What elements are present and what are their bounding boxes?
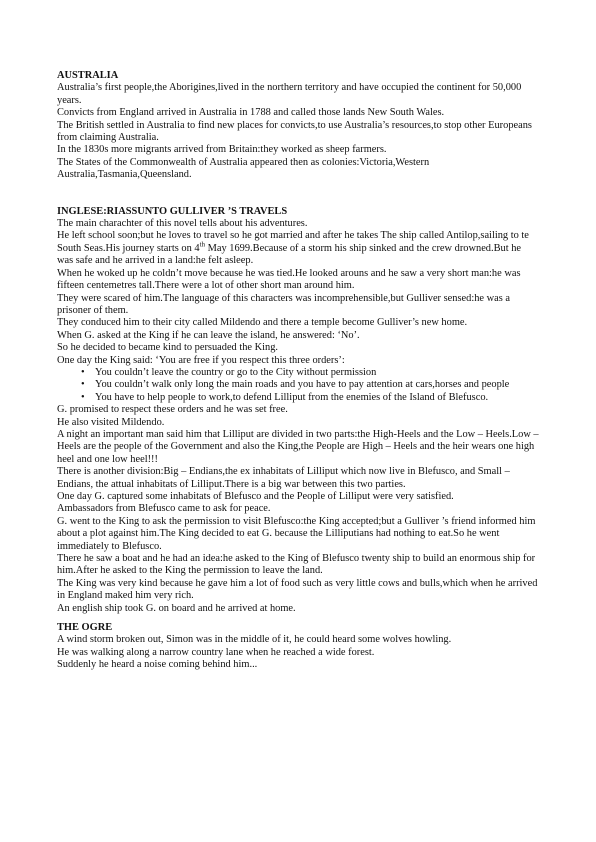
paragraph: The States of the Commonwealth of Australia appeared then as colonies:Victoria,Western Australia,Tasmania,Queensland. bbox=[57, 156, 430, 181]
paragraph: He also visited Mildendo. bbox=[57, 416, 165, 428]
list-item: • You have to help people to work,to defend Lilliput from the enemies of the Island of Blefusco. bbox=[57, 392, 539, 404]
paragraph: When he woked up he coldn’t move because he was tied.He looked arouns and he saw a very short man:he was fifteen centemetres tall.There were a lot of other short man around him. bbox=[57, 267, 521, 292]
paragraph: The King was very kind because he gave him a lot of food such as very little cows and bulls,which when he arrived in England maked him very rich. bbox=[57, 577, 538, 602]
paragraph bbox=[57, 230, 539, 267]
paragraph: Suddenly he heard a noise coming behind him... bbox=[57, 659, 258, 671]
text-run: He left school soon;but he loves to travel so he got married and after he takes The ship called Antilop,sailing to te South Seas.His journey starts on 4 bbox=[57, 230, 529, 254]
paragraph: Ambassadors from Blefusco came to ask for peace. bbox=[57, 503, 271, 515]
list-item: • You couldn’t walk only long the main roads and you have to pay attention at cars,horses and people bbox=[57, 379, 539, 391]
paragraph: When G. asked at the King if he can leave the island, he answered: ‘No’. bbox=[57, 329, 360, 341]
section-gulliver bbox=[57, 206, 539, 615]
spacer bbox=[57, 615, 539, 622]
section-ogre bbox=[57, 622, 539, 672]
paragraph: So he decided to became kind to persuaded the King. bbox=[57, 342, 279, 354]
paragraph: They were scared of him.The language of this characters was incomprehensible,but Gulliver sensed:he was a prisoner of them. bbox=[57, 292, 510, 316]
section-heading: AUSTRALIA bbox=[57, 70, 119, 81]
paragraph: Australia’s first people,the Aborigines,lived in the northern territory and have occupied the continent for 50,000 years. bbox=[57, 82, 522, 106]
paragraph: One day the King said: ‘You are free if you respect this three orders’: bbox=[57, 354, 345, 366]
paragraph: There is another division:Big – Endians,the ex inhabitats of Lilliput which now live in Blefusco, and Small – Endians, the attual inhabitats of Lilliput.There is a big war between this two parties. bbox=[57, 466, 510, 490]
section-heading: THE OGRE bbox=[57, 622, 113, 634]
spacer bbox=[57, 182, 539, 206]
section-australia bbox=[57, 70, 539, 182]
paragraph: The main charachter of this novel tells about his adventures. bbox=[57, 218, 308, 230]
paragraph: A night an important man said him that Lilliput are divided in two parts:the High-Heels and the Low – Heels.Low – Heels are the people of the Government and also the King,the People are High – Heels and the heir wears one high heel and one low heel!!! bbox=[57, 428, 539, 465]
paragraph: The British settled in Australia to find new places for convicts,to use Australia’s resources,to stop other Europeans from claiming Australia. bbox=[57, 119, 532, 144]
document-page bbox=[57, 70, 539, 672]
paragraph: There he saw a boat and he had an idea:he asked to the King of Blefusco twenty ship to build an enormous ship for him.After he asked to the King the permission to leave the land. bbox=[57, 553, 536, 577]
paragraph: G. promised to respect these orders and he was set free. bbox=[57, 404, 288, 416]
paragraph: One day G. captured some inhabitats of Blefusco and the People of Lilliput were very satisfied. bbox=[57, 491, 454, 502]
paragraph: In the 1830s more migrants arrived from Britain:they worked as sheep farmers. bbox=[57, 144, 387, 156]
paragraph: He was walking along a narrow country lane when he reached a wide forest. bbox=[57, 646, 375, 658]
text-run: May 1699.Because of a storm his ship sinked and the crew drowned.But he was safe and he arrived in a land:he felt asleep. bbox=[57, 242, 522, 267]
orders-list bbox=[57, 367, 539, 404]
list-item: • You couldn’t leave the country or go to the City without permission bbox=[57, 367, 539, 379]
paragraph: An english ship took G. on board and he arrived at home. bbox=[57, 602, 296, 614]
paragraph: They conduced him to their city called Mildendo and there a temple become Gulliver’s new home. bbox=[57, 317, 468, 329]
section-heading: INGLESE:RIASSUNTO GULLIVER ’S TRAVELS bbox=[57, 205, 288, 217]
paragraph: G. went to the King to ask the permission to visit Blefusco:the King accepted;but a Gulliver ’s friend informed him about a plot against him.The King decided to eat G. because the Lilliputians had nothing to eat.So he went immediately to Blefusco. bbox=[57, 515, 536, 552]
paragraph: Convicts from England arrived in Australia in 1788 and called those lands New South Wales. bbox=[57, 107, 445, 119]
superscript: th bbox=[199, 240, 206, 249]
paragraph: A wind storm broken out, Simon was in the middle of it, he could heard some wolves howling. bbox=[57, 634, 452, 646]
